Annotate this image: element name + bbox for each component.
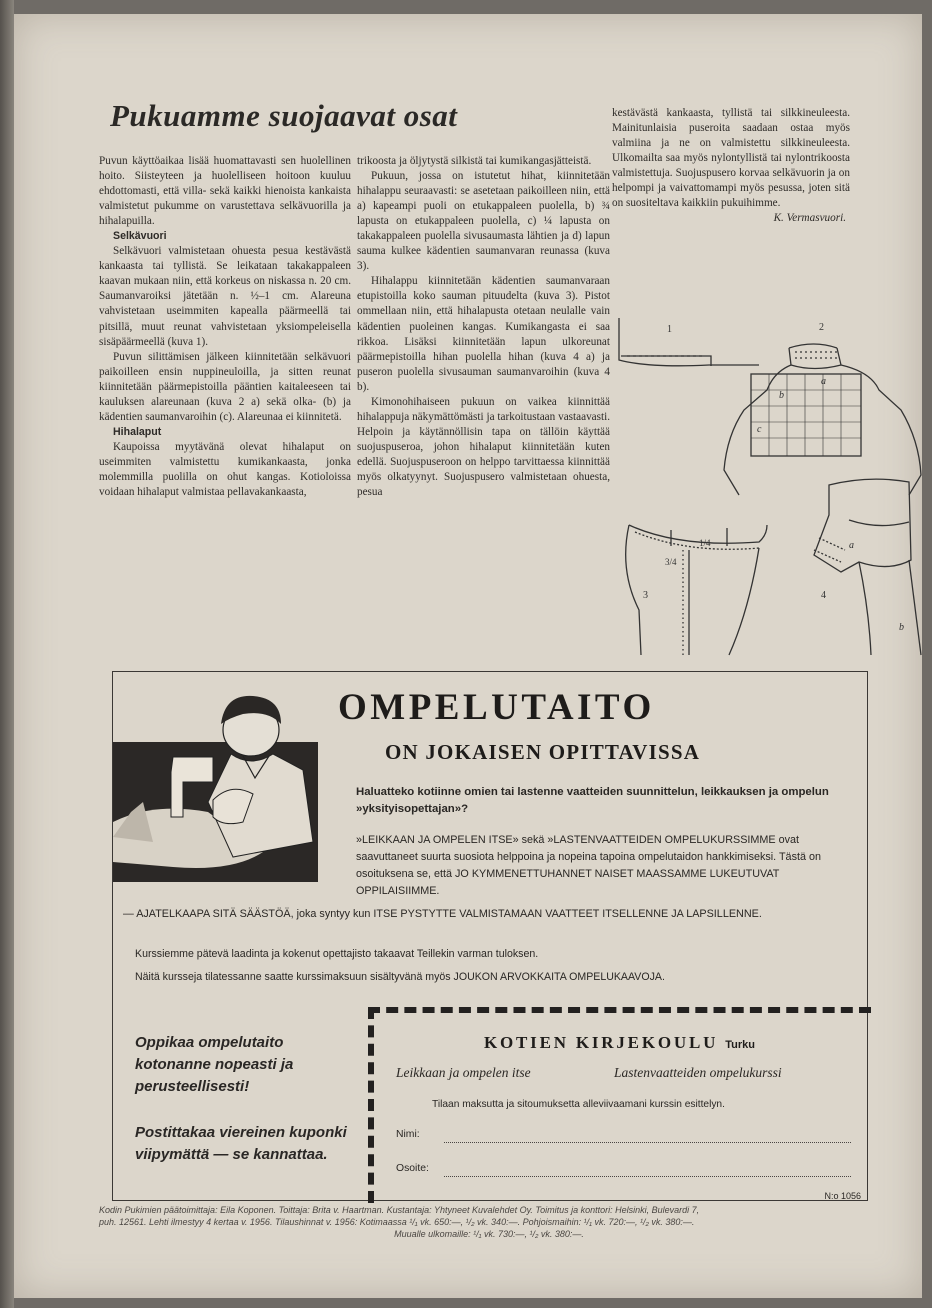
- coupon-request-text: Tilaan maksutta ja sitoumuksetta alleviivaamani kurssin esittelyn.: [432, 1099, 725, 1110]
- name-label: Nimi:: [396, 1129, 420, 1140]
- course-option-sewing[interactable]: Leikkaan ja ompelen itse: [396, 1065, 531, 1080]
- figure-3-one-quarter: 1/4: [699, 538, 711, 548]
- ad-subheadline: ON JOKAISEN OPITTAVISSA: [385, 740, 701, 764]
- address-label: Osoite:: [396, 1163, 429, 1174]
- figure-4: [814, 479, 921, 655]
- address-field[interactable]: [396, 1163, 851, 1179]
- article-column-3: [612, 106, 850, 226]
- coupon-title: [484, 1033, 755, 1053]
- paragraph: Kimonohihaiseen pukuun on vaikea kiinnittää hihalappuja näkymättömästi ja tarkoitustaan vastaavasti. Helpoin ja käytännöllisin tapa on tällöin käyttää suojuspuseroa, johon hihalaput kiinnitetään kuten edellä. Suojuspuseroon on helppo tarvittaessa kiinnittää myös olkatyynyt. Suojuspusero valmistetaan ohuesta, pesua: [357, 395, 610, 499]
- ad-headline: OMPELUTAITO: [338, 687, 655, 728]
- paragraph: trikoosta ja öljytystä silkistä tai kumikangasjätteistä.: [357, 155, 592, 167]
- figure-2-label: 2: [819, 322, 824, 333]
- ad-slogan: Oppikaa ompelutaito kotonanne nopeasti ja perusteellisesti!: [135, 1034, 294, 1095]
- paragraph: Kaupoissa myytävänä olevat hihalaput on useimmiten valmistettu kumikankaasta, jonka molemmilla puolilla on ohut kangas. Kotioloissa voidaan hihalaput valmistaa pellavakankaasta,: [99, 440, 351, 499]
- order-coupon[interactable]: [368, 1007, 871, 1203]
- illustrations-svg: [609, 310, 931, 660]
- article-column-1: [99, 154, 351, 500]
- ad-slogan: Postittakaa viereinen kuponki viipymättä — se kannattaa.: [135, 1124, 347, 1163]
- footer-line: Kodin Pukimien päätoimittaja: Eila Koponen. Toittaja: Brita v. Haartman. Kustantaja: Yhtyneet Kuvalehdet Oy. Toimitus ja konttori: Helsinki, Bulevardi 7,: [99, 1205, 700, 1215]
- section-heading: Hihalaput: [113, 425, 162, 438]
- footer-line: Muualle ulkomaille: ¹/₁ vk. 730:—, ¹/₂ vk. 380:—.: [394, 1229, 584, 1239]
- ad-paragraph: Kurssiemme pätevä laadinta ja kokenut opettajisto takaavat Teillekin varman tuloksen.: [135, 948, 539, 960]
- figure-4-label-a: a: [849, 540, 854, 551]
- figure-1: [619, 318, 759, 366]
- section-heading: Selkävuori: [113, 230, 167, 243]
- paragraph: Selkävuori valmistetaan ohuesta pesua kestävästä kankaasta tai tyllistä. Se leikataan takakappaleen kaavan mukaan niin, että korkeus on niskassa n. 20 cm. Saumanvaroiksi jätetään n. ½–1 cm. Alareuna vahvistetaan useimmiten kapealla päärmeellä tai pitsillä, muut reunat vahvistetaan yksiompeleisella sisäpäärmeellä (kuva 1).: [99, 245, 351, 348]
- coupon-city: Turku: [725, 1039, 755, 1051]
- figure-4-label-b: b: [899, 622, 904, 633]
- paragraph: Puvun käyttöaikaa lisää huomattavasti sen huolellinen hoito. Siisteyteen ja huolelliseen hoitoon kuuluu ehdottomasti, että villa- sekä kaikki hienoista kankaista valmistetut pukumme on varustettava selkävuorilla ja hihalapuilla.: [99, 155, 351, 228]
- figure-3-three-quarters: 3/4: [665, 557, 677, 567]
- paragraph: Pukuun, jossa on istutetut hihat, kiinnitetään hihalappu seuraavasti: se asetetaan paikoilleen niin, että a) kapeampi puoli on etukappaleen puolella, b) ¾ lapusta on etukappaleen puolella, c) ¼ lapusta on takakappaleen puolella sivusaumasta lähtien ja d) lapun sauma kulkee kädentien saumanvaran reunassa (kuva 3).: [357, 170, 610, 273]
- coupon-school-name: KOTIEN KIRJEKOULU: [484, 1033, 719, 1052]
- article-column-2: [357, 154, 610, 500]
- masthead-footer: [99, 1204, 879, 1240]
- woman-at-sewing-machine-illustration: [113, 682, 318, 882]
- figure-2-label-a: a: [821, 376, 826, 387]
- address-line[interactable]: [444, 1176, 851, 1177]
- ad-paragraph: — AJATELKAAPA SITÄ SÄÄSTÖÄ, joka syntyy kun ITSE PYSTYTTE VALMISTAMAAN VAATTEET ITSELLENNE JA LAPSILLENNE.: [123, 908, 762, 920]
- article-title: Pukuamme suojaavat osat: [110, 98, 458, 133]
- paragraph: Hihalappu kiinnitetään kädentien saumanvaraan etupistoilla koko sauman pituudelta (kuva 3). Pistot ommellaan niin, että hihalapusta otetaan neulalle vain kädentien puoleinen kangas. Kumikangasta ei saa rikkoa. Lisäksi kiinnitetään lapun ulkoreunat päärmepistoilla hihan puolella hihan (kuva 4 a) ja puseron puolella sivusauman saumanvaroihin (kuva 4 b).: [357, 275, 610, 393]
- figure-3-label: 3: [643, 590, 648, 601]
- page-shadow-edge: [0, 0, 14, 1308]
- sewing-illustrations: [609, 310, 931, 660]
- paragraph: Puvun silittämisen jälkeen kiinnitetään selkävuori paikoilleen ensin nuppineuloilla, ja sitten reunat kiinnitetään päärmepistoilla pääntien kaitaleeseen tai kauluksen alareunaan (kuva 2 a) sekä olka- (b) ja kädentien saumanvaroihin (c). Alareunaa ei kiinnitetä.: [99, 350, 351, 423]
- ad-paragraph: Näitä kursseja tilatessanne saatte kurssimaksuun sisältyvänä myös JOUKON ARVOKKAITA OMPELUKAAVOJA.: [135, 971, 665, 983]
- magazine-page: [14, 14, 922, 1298]
- paragraph: kestävästä kankaasta, tyllistä tai silkkineuleesta. Mainitunlaisia puseroita saadaan ostaa myös valmiina ja ne on valmistettu silkkineuleesta. Ulkomailta saa myös nylontyllistä tai nylontrikoosta valmistettuja. Suojuspusero korvaa selkävuorin ja on helpompi ja vaivattomampi myös pesussa, joten sitä on suositeltava kaikkiin pukuihimme.: [612, 107, 850, 210]
- sewing-course-advertisement: [112, 671, 868, 1201]
- figure-2-label-b: b: [779, 390, 784, 401]
- figure-4-label: 4: [821, 590, 826, 601]
- coupon-number: N:o 1056: [824, 1191, 861, 1201]
- course-option-childrens-clothes[interactable]: Lastenvaatteiden ompelukurssi: [614, 1065, 782, 1080]
- figure-2-label-c: c: [757, 424, 762, 435]
- figure-2: [724, 322, 921, 495]
- ad-paragraph: »LEIKKAAN JA OMPELEN ITSE» sekä »LASTENVAATTEIDEN OMPELUKURSSIMME ovat saavuttaneet suurta suosiota helppoina ja nopeina tapoina ompelutaidon hankkimiseksi. Tästä on osoituksena se, että JO KYMMENETTUHANNET NAISET MAASSAMME LUKEUTUVAT OPPILAISIIMME.: [356, 834, 821, 897]
- name-field[interactable]: [396, 1129, 851, 1145]
- name-line[interactable]: [444, 1142, 851, 1143]
- figure-1-label: 1: [667, 324, 672, 335]
- illustration-svg: [113, 682, 318, 882]
- ad-question: Haluatteko kotiinne omien tai lastenne vaatteiden suunnittelun, leikkauksen ja ompelun »yksityisopettajan»?: [356, 786, 829, 815]
- footer-line: puh. 12561. Lehti ilmestyy 4 kertaa v. 1956. Tilaushinnat v. 1956: Kotimaassa ¹/₁ vk. 650:—, ¹/₂ vk. 340:—. Pohjoismaihin: ¹/₁ vk. 720:—, ¹/₂ vk. 380:—.: [99, 1217, 695, 1227]
- article-author: K. Vermasvuori.: [773, 212, 846, 225]
- figure-3: [626, 525, 767, 655]
